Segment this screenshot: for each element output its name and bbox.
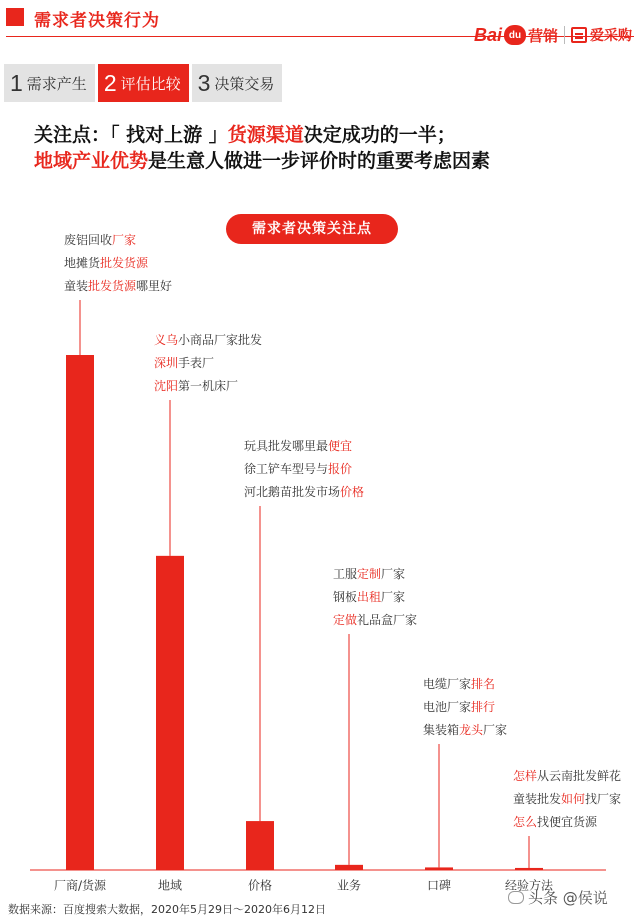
annotation-keyword (64, 232, 136, 247)
annotation-keyword (64, 278, 172, 293)
annotation-text: 小商品厂家批发 (178, 332, 263, 347)
annotation-highlight: 义乌 (154, 332, 179, 347)
step-number: 3 (197, 69, 211, 96)
annotation-keyword (513, 768, 621, 783)
annotation-text: 废铝回收 (64, 232, 113, 247)
annotation-keyword (244, 484, 364, 499)
annotation-keyword (64, 255, 149, 270)
annotation-keyword (513, 791, 621, 806)
annotation-highlight: 怎么 (513, 814, 538, 829)
annotation-text: 厂家 (381, 566, 406, 581)
annotation-text: 厂家 (381, 589, 406, 604)
annotation-text: 手表厂 (178, 355, 215, 370)
annotation-highlight: 排名 (471, 676, 496, 691)
annotation-text: 童装批发 (513, 791, 562, 806)
annotation-text: 第一机床厂 (178, 378, 239, 393)
annotation-keyword (333, 612, 417, 627)
step-label: 决策交易 (214, 74, 275, 93)
headline-text: 决定成功的一半； (303, 124, 456, 146)
annotation-highlight: 批发货源 (100, 255, 149, 270)
annotation-highlight: 怎样 (513, 768, 538, 783)
annotation-text: 从云南批发鲜花 (537, 768, 622, 783)
step-number: 1 (10, 69, 23, 96)
annotation-highlight: 价格 (340, 484, 365, 499)
annotation-text: 哪里好 (136, 278, 173, 293)
annotation-highlight: 便宜 (328, 438, 353, 453)
annotation-text: 厂家 (483, 722, 508, 737)
annotation-highlight: 定做 (333, 612, 358, 627)
annotation-text: 集装箱 (423, 722, 460, 737)
annotation-keyword (423, 722, 507, 737)
headline-text: 是生意人做进一步评价时的重要考虑因素 (148, 150, 491, 172)
x-tick-label: 口碑 (426, 878, 452, 893)
step-label: 需求产生 (26, 74, 87, 93)
annotation-text: 找厂家 (585, 791, 622, 806)
chart-bar (335, 865, 363, 870)
chart-bar (156, 556, 184, 870)
baidu-paw-icon: du (504, 25, 526, 45)
wechat-icon (508, 891, 524, 904)
x-tick-label: 业务 (336, 878, 362, 893)
headline-text: 关注点：「 找对上游 」 (34, 124, 228, 146)
annotation-text: 童装 (64, 278, 89, 293)
annotation-text: 找便宜货源 (537, 814, 598, 829)
headline-highlight: 货源渠道 (227, 124, 304, 146)
annotation-keyword (154, 332, 262, 347)
x-tick-label: 价格 (247, 878, 273, 893)
baidu-logo-text: Bai (473, 24, 502, 45)
annotation-highlight: 定制 (357, 566, 382, 581)
chart-bar (66, 355, 94, 870)
chart-bar (515, 868, 543, 870)
annotation-text: 玩具批发哪里最 (244, 438, 329, 453)
annotation-keyword (423, 676, 495, 691)
annotation-text: 工服 (333, 566, 358, 581)
chart-title-pill: 需求者决策关注点 (226, 214, 398, 244)
data-source-note: 数据来源：百度搜索大数据，2020年5月29日～2020年6月12日 (8, 903, 326, 916)
annotation-keyword (333, 566, 405, 581)
annotation-highlight: 报价 (328, 461, 353, 476)
annotation-keyword (154, 378, 238, 393)
x-tick-label: 地域 (157, 878, 183, 893)
annotation-highlight: 深圳 (154, 355, 179, 370)
annotation-keyword (244, 461, 352, 476)
annotation-text: 河北鹅苗批发市场 (244, 484, 341, 499)
annotation-keyword (154, 356, 214, 370)
annotation-text: 钢板 (333, 589, 358, 604)
annotation-highlight: 如何 (561, 791, 586, 806)
annotation-keyword (244, 438, 352, 453)
annotation-highlight: 出租 (357, 589, 382, 604)
step-label: 评估比较 (120, 74, 181, 93)
chart-bar (246, 821, 274, 870)
annotation-text: 礼品盒厂家 (357, 612, 418, 627)
watermark: 头条 @侯说 (528, 889, 608, 907)
annotation-highlight: 批发货源 (88, 278, 137, 293)
headline-highlight: 地域产业优势 (34, 150, 149, 172)
x-tick-label: 厂商/货源 (53, 878, 107, 893)
chart-bar (425, 867, 453, 870)
annotation-keyword (513, 814, 598, 829)
aicaigou-logo-text: 爱采购 (590, 28, 632, 44)
annotation-text: 徐工铲车型号与 (244, 461, 329, 476)
page-title: 需求者决策行为 (34, 11, 160, 31)
annotation-highlight: 排行 (471, 699, 496, 714)
annotation-text: 地摊货 (64, 255, 101, 270)
x-tick-label: 经验方法 (504, 878, 554, 893)
annotation-highlight: 厂家 (112, 232, 137, 247)
annotation-keyword (333, 589, 405, 604)
annotation-highlight: 沈阳 (154, 378, 179, 393)
annotation-keyword (423, 699, 495, 714)
annotation-text: 电缆厂家 (423, 676, 472, 691)
step-number: 2 (103, 69, 117, 96)
baidu-marketing-text: 营销 (527, 26, 558, 45)
annotation-highlight: 龙头 (459, 722, 484, 737)
annotation-text: 电池厂家 (423, 699, 472, 714)
